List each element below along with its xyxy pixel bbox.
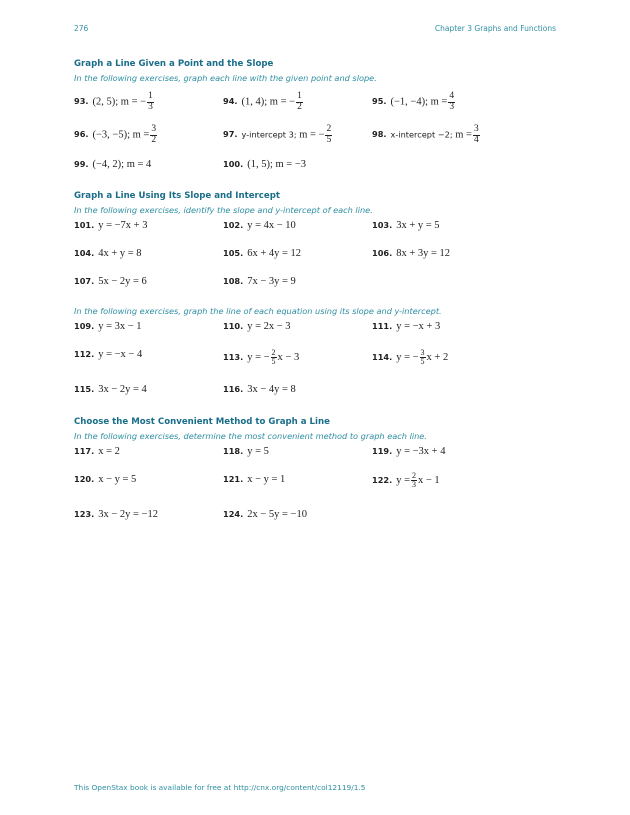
exercise-100: [223, 159, 306, 170]
section-instruction: In the following exercises, determine the most convenient method to graph each line.: [74, 431, 427, 441]
exercise-number: 102.: [223, 220, 244, 230]
exercise-expression: y = −3x + 4: [396, 446, 446, 457]
exercise-number: 116.: [223, 384, 244, 394]
exercise-expression: 6x + 4y = 12: [247, 248, 302, 259]
section-title: Graph a Line Using Its Slope and Intercept: [74, 191, 280, 201]
exercise-107: [74, 276, 147, 287]
exercise-124: [223, 509, 307, 520]
exercise-number: 122.: [372, 474, 393, 485]
exercise-98: [372, 125, 481, 145]
exercise-97: [223, 125, 333, 145]
exercise-expression: (−3, −5); m =: [92, 129, 150, 141]
exercise-95: [372, 92, 456, 112]
section-instruction: In the following exercises, graph each line with the given point and slope.: [74, 73, 377, 83]
section-title: Graph a Line Given a Point and the Slope: [74, 59, 274, 69]
exercise-122: [372, 472, 440, 489]
exercise-expression: y = −: [247, 351, 270, 363]
section-graph-slope-intercept: [74, 306, 564, 406]
exercise-expression: y = 4x − 10: [247, 220, 296, 231]
exercise-expression: 8x + 3y = 12: [396, 248, 451, 259]
exercise-117: [74, 446, 120, 457]
section-convenient-method: [74, 417, 564, 527]
exercise-expression: m = −: [299, 129, 325, 141]
section-slope-intercept: [74, 191, 564, 291]
exercise-number: 121.: [223, 474, 244, 484]
exercise-expression: y = 2x − 3: [247, 321, 291, 332]
exercise-number: 100.: [223, 159, 244, 169]
section-point-slope: [74, 59, 564, 179]
fraction: $\frac{3}{5}$: [420, 348, 425, 366]
exercise-number: 117.: [74, 446, 95, 456]
exercise-106: [372, 248, 450, 259]
exercise-expression: (−1, −4); m =: [390, 96, 448, 108]
exercise-label: x-intercept −2;: [390, 129, 453, 140]
exercise-number: 108.: [223, 276, 244, 286]
exercise-99: [74, 159, 151, 170]
chapter-title: Chapter 3 Graphs and Functions: [434, 24, 556, 33]
exercise-expression: 2x − 5y = −10: [247, 509, 307, 520]
section-instruction: In the following exercises, identify the slope and y-intercept of each line.: [74, 205, 373, 215]
exercise-number: 93.: [74, 96, 89, 107]
exercise-number: 109.: [74, 321, 95, 331]
exercise-number: 103.: [372, 220, 393, 230]
exercise-114: [372, 349, 448, 366]
exercise-expression: 3x + y = 5: [396, 220, 440, 231]
exercise-number: 114.: [372, 351, 393, 362]
exercise-104: [74, 248, 142, 259]
exercise-expression: y = 3x − 1: [98, 321, 142, 332]
exercise-expression: 3x − 4y = 8: [247, 384, 296, 395]
exercise-number: 98.: [372, 129, 387, 140]
exercise-102: [223, 220, 296, 231]
exercise-expression: y = −7x + 3: [98, 220, 148, 231]
exercise-number: 110.: [223, 321, 244, 331]
exercise-expression: x − y = 5: [98, 474, 137, 485]
exercise-expression: 7x − 3y = 9: [247, 276, 296, 287]
exercise-expression: y = −x − 4: [98, 349, 143, 360]
exercise-number: 113.: [223, 351, 244, 362]
exercise-number: 94.: [223, 96, 238, 107]
exercise-number: 112.: [74, 349, 95, 359]
exercise-expression: m =: [455, 129, 472, 141]
exercise-number: 120.: [74, 474, 95, 484]
exercise-93: [74, 92, 155, 112]
exercise-115: [74, 384, 147, 395]
exercise-expression: (−4, 2); m = 4: [92, 159, 152, 170]
exercise-number: 97.: [223, 129, 238, 140]
exercise-number: 124.: [223, 509, 244, 519]
exercise-number: 105.: [223, 248, 244, 258]
exercise-number: 106.: [372, 248, 393, 258]
exercise-number: 101.: [74, 220, 95, 230]
exercise-112: [74, 349, 142, 360]
exercise-expression: (2, 5); m = −: [92, 96, 147, 108]
exercise-103: [372, 220, 440, 231]
exercise-expression: (1, 5); m = −3: [247, 159, 306, 170]
exercise-expression: 3x − 2y = 4: [98, 384, 147, 395]
exercise-number: 104.: [74, 248, 95, 258]
section-title: Choose the Most Convenient Method to Graph a Line: [74, 417, 330, 427]
exercise-expression: 3x − 2y = −12: [98, 509, 158, 520]
exercise-expression: 5x − 2y = 6: [98, 276, 147, 287]
exercise-118: [223, 446, 269, 457]
exercise-expression-tail: x + 2: [426, 351, 449, 363]
exercise-label: y-intercept 3;: [241, 129, 297, 140]
fraction: $\frac{1}{3}$: [148, 91, 153, 112]
exercise-number: 111.: [372, 321, 393, 331]
exercise-number: 115.: [74, 384, 95, 394]
exercise-number: 99.: [74, 159, 89, 169]
exercise-123: [74, 509, 158, 520]
exercise-expression: (1, 4); m = −: [241, 96, 296, 108]
exercise-101: [74, 220, 147, 231]
exercise-96: [74, 125, 158, 145]
section-instruction: In the following exercises, graph the line of each equation using its slope and y-intercept.: [74, 306, 442, 316]
fraction: $\frac{2}{5}$: [326, 124, 332, 145]
exercise-119: [372, 446, 445, 457]
exercise-expression: x − y = 1: [247, 474, 286, 485]
page-number: 276: [74, 24, 89, 33]
exercise-116: [223, 384, 296, 395]
exercise-120: [74, 474, 136, 485]
exercise-expression: y =: [396, 474, 410, 486]
exercise-94: [223, 92, 304, 112]
fraction: $\frac{4}{3}$: [449, 91, 455, 112]
exercise-expression: y = 5: [247, 446, 269, 457]
exercise-109: [74, 321, 142, 332]
exercise-number: 96.: [74, 129, 89, 140]
fraction: $\frac{3}{2}$: [151, 124, 157, 145]
exercise-expression: y = −x + 3: [396, 321, 441, 332]
footer-note: This OpenStax book is available for free at http://cnx.org/content/col12119/1.5: [74, 783, 366, 792]
exercise-expression-tail: x − 1: [418, 474, 440, 486]
fraction: $\frac{1}{2}$: [297, 91, 302, 112]
exercise-number: 119.: [372, 446, 393, 456]
fraction: $\frac{3}{4}$: [473, 124, 479, 145]
exercise-113: [223, 349, 299, 366]
exercise-expression-tail: x − 3: [277, 351, 300, 363]
exercise-105: [223, 248, 301, 259]
exercise-expression: y = −: [396, 351, 419, 363]
exercise-number: 123.: [74, 509, 95, 519]
fraction: $\frac{2}{5}$: [271, 348, 276, 366]
exercise-111: [372, 321, 440, 332]
exercise-108: [223, 276, 296, 287]
exercise-110: [223, 321, 291, 332]
fraction: $\frac{2}{3}$: [412, 471, 416, 489]
exercise-expression: 4x + y = 8: [98, 248, 142, 259]
exercise-121: [223, 474, 285, 485]
exercise-number: 107.: [74, 276, 95, 286]
exercise-number: 118.: [223, 446, 244, 456]
exercise-number: 95.: [372, 96, 387, 107]
exercise-expression: x = 2: [98, 446, 120, 457]
